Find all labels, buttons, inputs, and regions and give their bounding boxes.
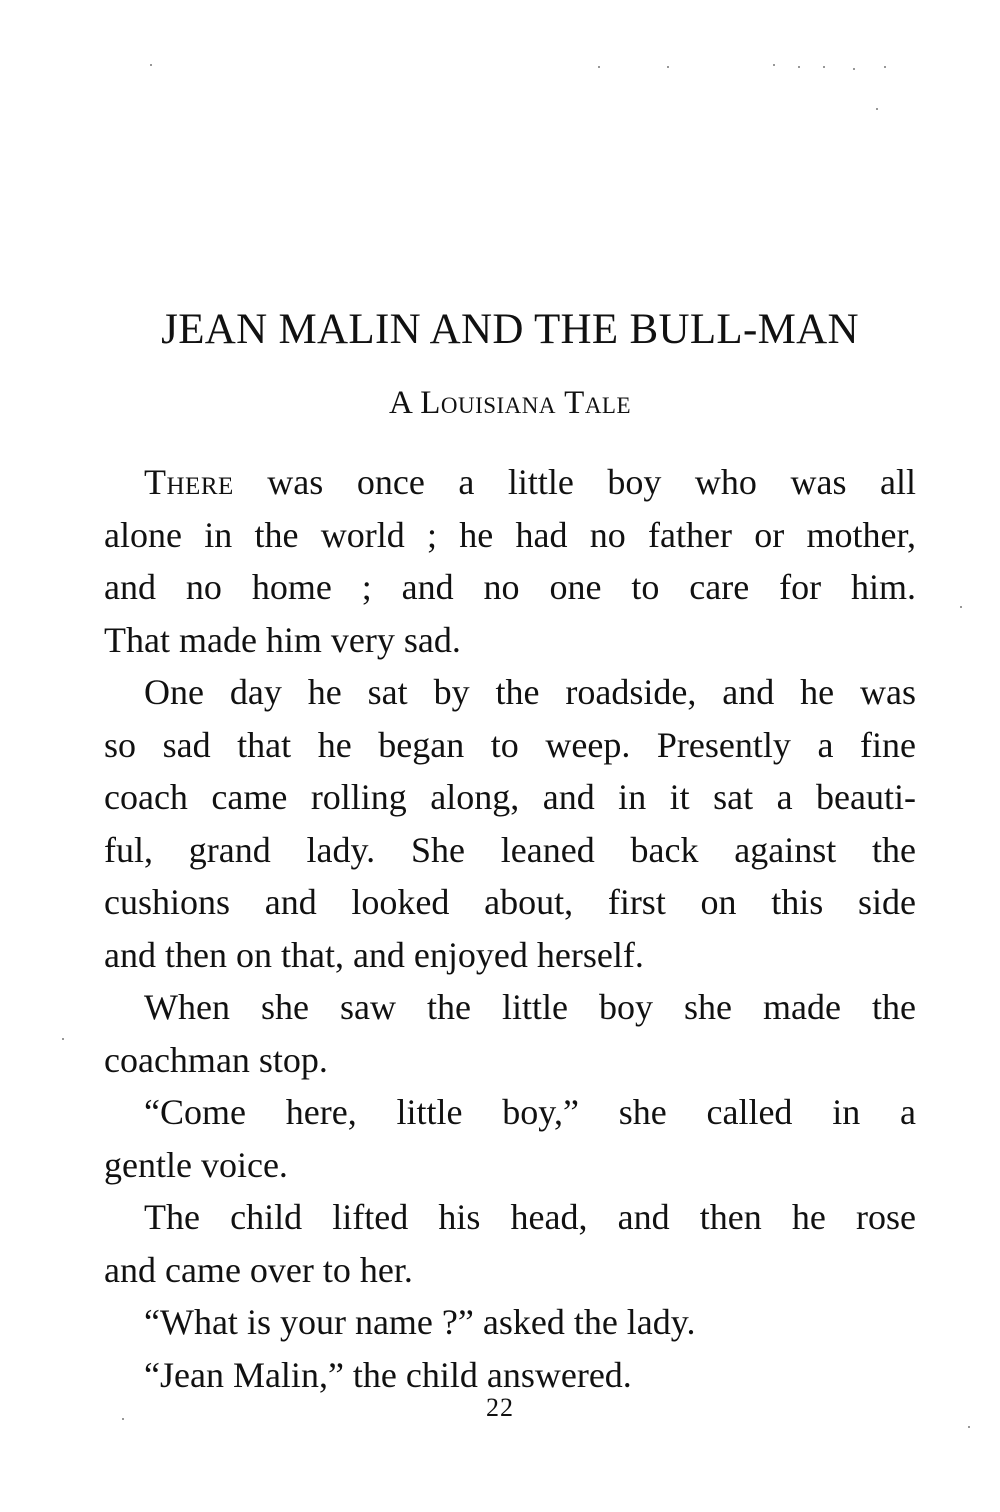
- paragraph-3-line-1: When she saw the little boy she made the: [144, 987, 916, 1027]
- paragraph-1-line-2: alone in the world ; he had no father or mother,: [104, 514, 916, 555]
- paragraph-1-line-1-rest: was once a little boy who was all: [233, 462, 916, 502]
- chapter-subtitle: A Louisiana Tale: [388, 385, 632, 421]
- story-text: [104, 456, 916, 1401]
- paragraph-6-line-1: “What is your name ?” asked the lady.: [144, 1302, 696, 1342]
- paragraph-2-line-5: cushions and looked about, first on this side: [104, 882, 916, 922]
- paragraph-lead-word: There: [144, 462, 234, 502]
- paragraph-3-line-2: coachman stop.: [104, 1039, 328, 1080]
- paragraph-1-line-3: and no home ; and no one to care for him.: [104, 567, 916, 607]
- paragraph-2-line-2: so sad that he began to weep. Presently a fine: [104, 724, 916, 765]
- paragraph-5-line-1: The child lifted his head, and then he rose: [144, 1197, 916, 1237]
- chapter-title: JEAN MALIN AND THE BULL-MAN: [161, 306, 859, 353]
- paragraph-5-line-2: and came over to her.: [104, 1249, 413, 1290]
- paragraph-2-line-6: and then on that, and enjoyed herself.: [104, 934, 644, 975]
- paragraph-7-line-1: “Jean Malin,” the child answered.: [144, 1354, 632, 1395]
- paragraph-2-line-4: ful, grand lady. She leaned back against the: [104, 829, 916, 870]
- page-number: 22: [486, 1393, 514, 1422]
- paragraph-2-line-1: One day he sat by the roadside, and he was: [144, 672, 916, 712]
- paragraph-2-line-3: coach came rolling along, and in it sat a beauti-: [104, 777, 916, 817]
- paragraph-1-line-1: [104, 456, 916, 509]
- paragraph-4-line-2: gentle voice.: [104, 1144, 288, 1185]
- paragraph-1-line-4: That made him very sad.: [104, 619, 461, 660]
- paragraph-4-line-1: “Come here, little boy,” she called in a: [144, 1092, 916, 1132]
